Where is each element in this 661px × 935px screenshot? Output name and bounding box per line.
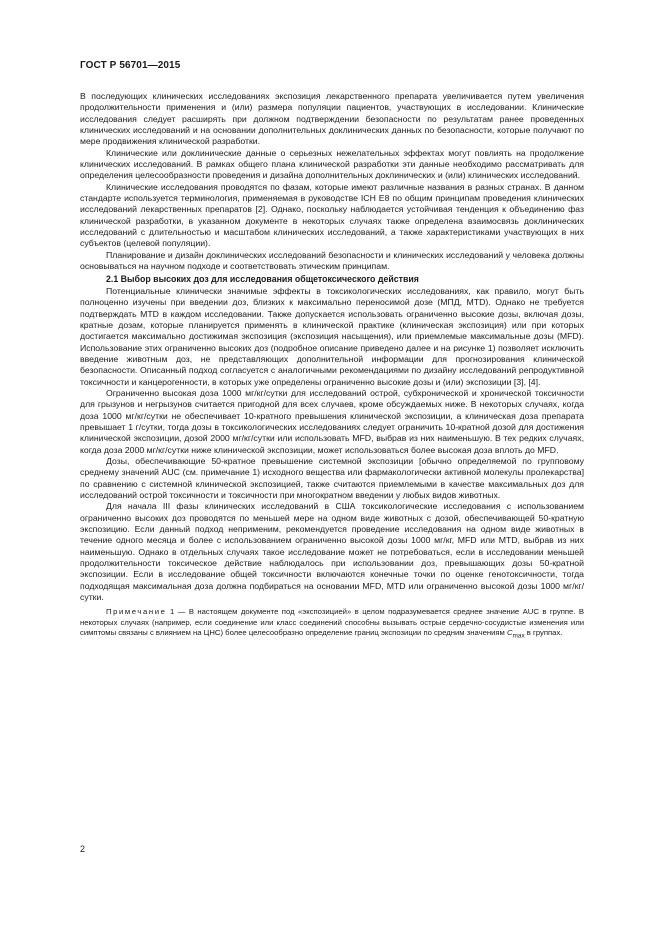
paragraph: В последующих клинических исследованиях экспозиция лекарственного препарата увеличивается путем увеличения продолжительности применения и (или) размера популяции пациентов, участвующих в исследовании. Клинические исследования следует расширять при должном подтверждении безопасности по результатам ранее проведенных клинических исследований и на основании дополнительных доклинических данных по безопасности, которые получают по мере продвижения клинической разработки.	[80, 91, 584, 147]
document-header: ГОСТ Р 56701—2015	[80, 60, 181, 71]
paragraph: Дозы, обеспечивающие 50-кратное превышение системной экспозиции [обычно определяемой по групповому среднему значений AUC (см. примечание 1) исходного вещества или фармакологически активной молекулы пролекарства] по сравнению с системной клинической экспозицией, также считаются приемлемыми в качестве максимальных доз для исследований острой токсичности и токсичности при многократном введении у любых видов животных.	[80, 456, 584, 501]
note-number: 1	[169, 607, 175, 617]
paragraph: Клинические исследования проводятся по фазам, которые имеют различные названия в разных странах. В данном стандарте используется терминология, применяемая в руководстве ICH E8 по общим принципам проведения клинических исследований лекарственных препаратов [2]. Однако, поскольку наблюдается устойчивая тенденция к объединению фаз клинической разработки, в указанном документе в некоторых случаях также определена взаимосвязь доклинических исследований с длительностью и масштабом клинических исследований, а также характеристиками участвующих в них субъектов (целевой популяции).	[80, 181, 584, 249]
paragraph: Ограниченно высокая доза 1000 мг/кг/сутки для исследований острой, субхронической и хронической токсичности для грызунов и негрызунов считается пригодной для всех случаев, кроме обсуждаемых ниже. В некоторых случаях, когда доза 1000 мг/кг/сутки не обеспечивает 10-кратного превышения клинической экспозиции, а клиническая доза препарата превышает 1 г/сутки, тогда дозы в токсикологических исследованиях следует ограничить 10-кратной дозой для достижения клинической экспозиции, дозой 2000 мг/кг/сутки или использовать MFD, выбрав из них наименьшую. В тех редких случаях, когда доза 2000 мг/кг/сутки ниже клинической экспозиции, может использоваться более высокая доза вплоть до MFD.	[80, 387, 584, 455]
paragraph: Потенциальные клинически значимые эффекты в токсикологических исследованиях, как правило, могут быть полноценно изучены при введении доз, близких к максимально переносимой дозе (МПД, MTD). Однако не требуется подтверждать MTD в каждом исследовании. Также допускается использовать ограниченно высокие дозы, включая дозы, кратные дозам, которые планируется применять в клинической практике (клиническая экспозиция) или при которых достигается максимально достижимая экспозиция (экспозиция насыщения), или приемлемые максимальные дозы (MFD). Использование этих ограниченно высоких доз (подробное описание приведено далее и на рисунке 1) позволяет исключить введение животным доз, не представляющих дополнительной информации для прогнозирования клинической безопасности. Описанный подход согласуется с аналогичными рекомендациями по дизайну исследований репродуктивной токсичности и канцерогенности, в которых уже определены ограниченно высокие дозы и (или) экспозиции [3], [4].	[80, 285, 584, 387]
document-body	[80, 91, 584, 650]
cmax-subscript: max	[512, 632, 525, 640]
page-number: 2	[80, 844, 86, 854]
note	[80, 607, 584, 642]
paragraph: Клинические или доклинические данные о серьезных нежелательных эффектах могут повлиять на продолжение клинических исследований. В рамках общего плана клинической разработки эти данные необходимо рассматривать для определения целесообразности проведения и дизайна дополнительных доклинических и (или) клинических исследований.	[80, 147, 584, 181]
section-heading: 2.1 Выбор высоких доз для исследования общетоксического действия	[106, 273, 419, 284]
paragraph: Планирование и дизайн доклинических исследований безопасности и клинических исследований у человека должны основываться на научном подходе и соответствовать этическим принципам.	[80, 249, 584, 272]
paragraph: Для начала III фазы клинических исследований в США токсикологические исследования с использованием ограниченно высоких доз проводятся по меньшей мере на одном виде животных с дозой, обеспечивающей 50-кратную экспозицию. Если данный подход неприменим, рекомендуется проведение исследования на одном виде животных в течение одного месяца и более с использованием ограниченно высокой дозы 1000 мг/кг, MFD или MTD, выбрав из них наименьшую. Однако в отдельных случаях такое исследование может не потребоваться, если в исследовании меньшей продолжительности токсическое действие наблюдалось при использовании доз, превышающих дозы 50-кратной экспозиции. Если в исследование общей токсичности включаются конечные точки по оценке генотоксичности, тогда подходящая максимальная доза должна подбираться на основании MFD, MTD или ограниченно высокой дозы 1000 мг/кг/сутки.	[80, 501, 584, 603]
note-text: — В настоящем документе под «экспозицией» в целом подразумевается среднее значение AUC в группе. В некоторых случаях (например, если соединение или класс соединений способны вызывать острые сердечно-сосудистые изменения или симптомы связаны с влиянием на ЦНС) более целесообразно определение границ экспозиции по средним значениям	[80, 607, 585, 638]
note-label: Примечание	[106, 607, 167, 617]
note-text-end: в группах.	[524, 628, 563, 638]
cmax-symbol: C	[506, 628, 513, 638]
